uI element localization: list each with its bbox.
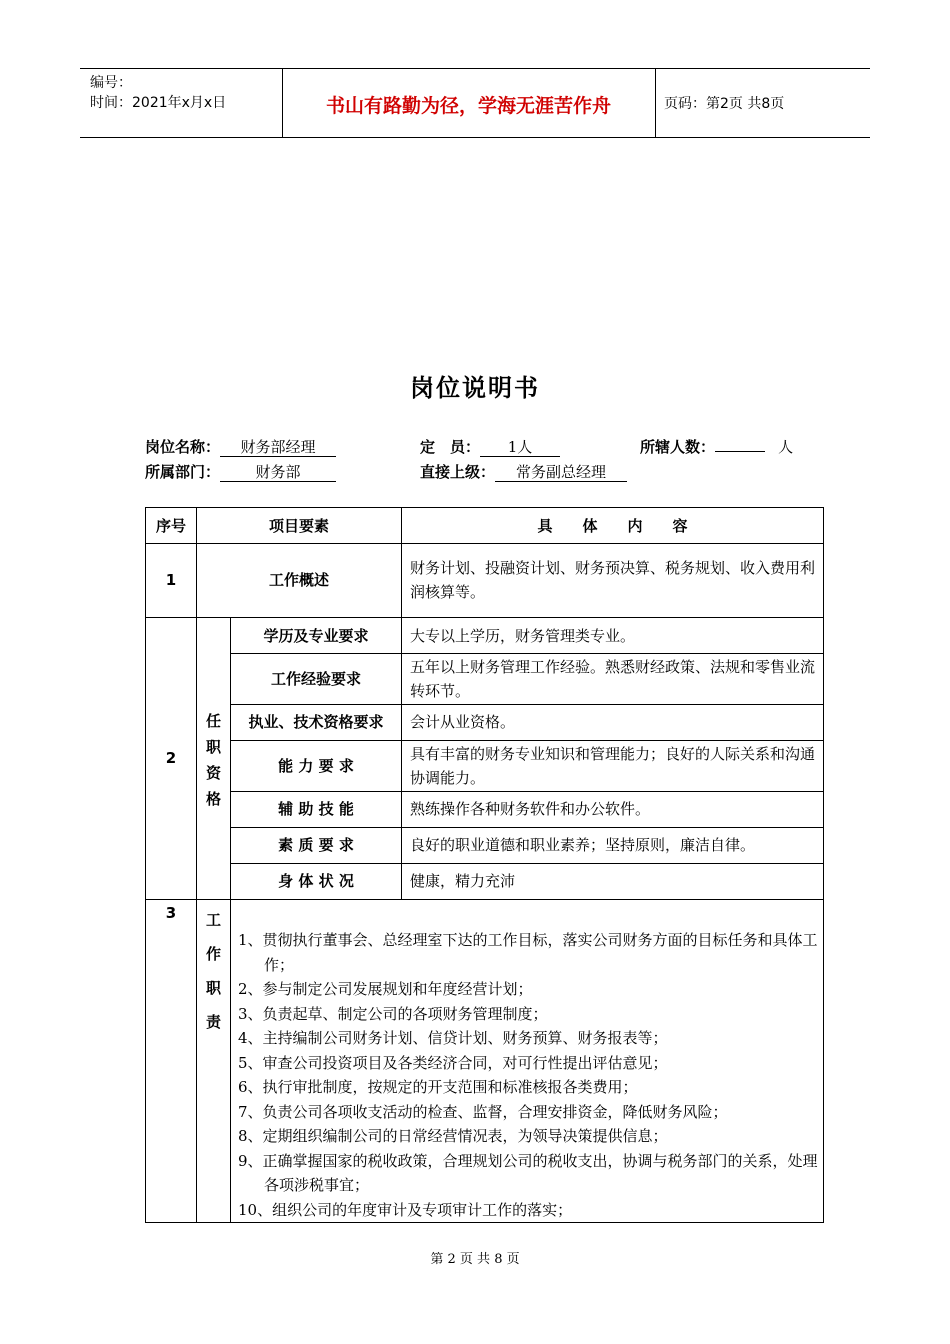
- duty-item: 5、审查公司投资项目及各类经济合同，对可行性提出评估意见；: [238, 1053, 668, 1072]
- header-date: 时间：2021年x月x日: [90, 95, 227, 111]
- header-number: 编号：: [90, 75, 132, 91]
- header-page-info: 页码：第2页 共8页: [664, 96, 785, 112]
- row1-seq: 1: [165, 571, 177, 589]
- group-label-char: 资: [205, 764, 221, 782]
- row1-content: 财务计划、投融资计划、财务预决算、税务规划、收入费用利润核算等。: [410, 559, 816, 601]
- group-label-char: 职: [205, 979, 221, 997]
- group-label-char: 作: [205, 945, 221, 963]
- qual-name: 身 体 状 况: [278, 872, 354, 890]
- header-motto: 书山有路勤为径，学海无涯苦作舟: [325, 95, 611, 117]
- qual-content: 五年以上财务管理工作经验。熟悉财经政策、法规和零售业流转环节。: [410, 658, 816, 700]
- qual-name: 工作经验要求: [270, 670, 361, 688]
- page-title: 岗位说明书: [410, 374, 540, 402]
- department-value: 财务部: [220, 463, 336, 482]
- group-label-char: 责: [205, 1013, 221, 1031]
- duty-item: 9、正确掌握国家的税收政策，合理规划公司的税收支出，协调与税务部门的关系，处理各项涉税事宜；: [238, 1151, 818, 1194]
- duty-item: 4、主持编制公司财务计划、信贷计划、财务预算、财务报表等；: [238, 1029, 668, 1047]
- position-name-label: 岗位名称：: [145, 438, 221, 456]
- qual-content: 健康，精力充沛: [410, 872, 516, 890]
- info-position-name: [145, 436, 336, 457]
- header-item: 项目要素: [268, 517, 329, 535]
- qual-content: 大专以上学历，财务管理类专业。: [410, 627, 636, 645]
- header-content: 具 体 内 容: [537, 517, 688, 535]
- qual-content: 良好的职业道德和职业素养；坚持原则，廉洁自律。: [410, 836, 756, 854]
- position-name-value: 财务部经理: [220, 438, 336, 457]
- qual-content: 会计从业资格。: [410, 713, 516, 731]
- row1-item: 工作概述: [268, 571, 329, 589]
- qual-name: 辅 助 技 能: [278, 800, 354, 818]
- group-label-char: 格: [205, 790, 221, 808]
- duty-item: 3、负责起草、制定公司的各项财务管理制度；: [238, 1004, 548, 1023]
- subordinates-label: 所辖人数：: [640, 438, 716, 456]
- row2-seq: 2: [165, 749, 177, 767]
- info-subordinates: [640, 436, 793, 457]
- row3-group-label: [197, 903, 230, 1039]
- row2-group-label: [197, 708, 230, 812]
- info-supervisor: [420, 461, 627, 482]
- duty-item: 6、执行审批制度，按规定的开支范围和标准核报各类费用；: [238, 1078, 638, 1096]
- subordinates-unit: 人: [778, 438, 794, 456]
- qual-content: 具有丰富的财务专业知识和管理能力；良好的人际关系和沟通协调能力。: [410, 745, 816, 787]
- headcount-value: 1人: [480, 438, 560, 457]
- job-description-table: [145, 507, 824, 1223]
- qual-name: 学历及专业要求: [263, 627, 369, 645]
- qual-name: 执业、技术资格要求: [248, 713, 384, 731]
- duty-item: 7、负责公司各项收支活动的检查、监督，合理安排资金，降低财务风险；: [238, 1102, 728, 1121]
- supervisor-label: 直接上级：: [420, 463, 496, 481]
- supervisor-value: 常务副总经理: [495, 463, 627, 482]
- row3-seq: 3: [165, 904, 177, 922]
- info-department: [145, 461, 336, 482]
- document-header: [80, 68, 870, 138]
- department-label: 所属部门：: [145, 463, 221, 481]
- group-label-char: 任: [205, 712, 221, 730]
- header-divider: [655, 69, 656, 137]
- qual-content: 熟练操作各种财务软件和办公软件。: [410, 800, 651, 818]
- subordinates-value: [715, 451, 765, 452]
- duties-list: [238, 928, 818, 1222]
- duty-item: 2、参与制定公司发展规划和年度经营计划；: [238, 980, 533, 998]
- duty-item: 8、定期组织编制公司的日常经营情况表，为领导决策提供信息；: [238, 1127, 668, 1145]
- duty-item: 10、组织公司的年度审计及专项审计工作的落实；: [238, 1200, 573, 1219]
- header-meta: [90, 73, 226, 113]
- group-label-char: 职: [205, 738, 221, 756]
- info-headcount: [420, 436, 560, 457]
- duty-item: 1、贯彻执行董事会、总经理室下达的工作目标，落实公司财务方面的目标任务和具体工作；: [238, 931, 818, 974]
- page-footer: 第 2 页 共 8 页: [430, 1252, 520, 1267]
- group-label-char: 工: [205, 911, 221, 929]
- qual-name: 能 力 要 求: [278, 757, 354, 775]
- qual-name: 素 质 要 求: [278, 836, 354, 854]
- headcount-label: 定 员：: [420, 438, 481, 456]
- header-seq: 序号: [155, 517, 186, 535]
